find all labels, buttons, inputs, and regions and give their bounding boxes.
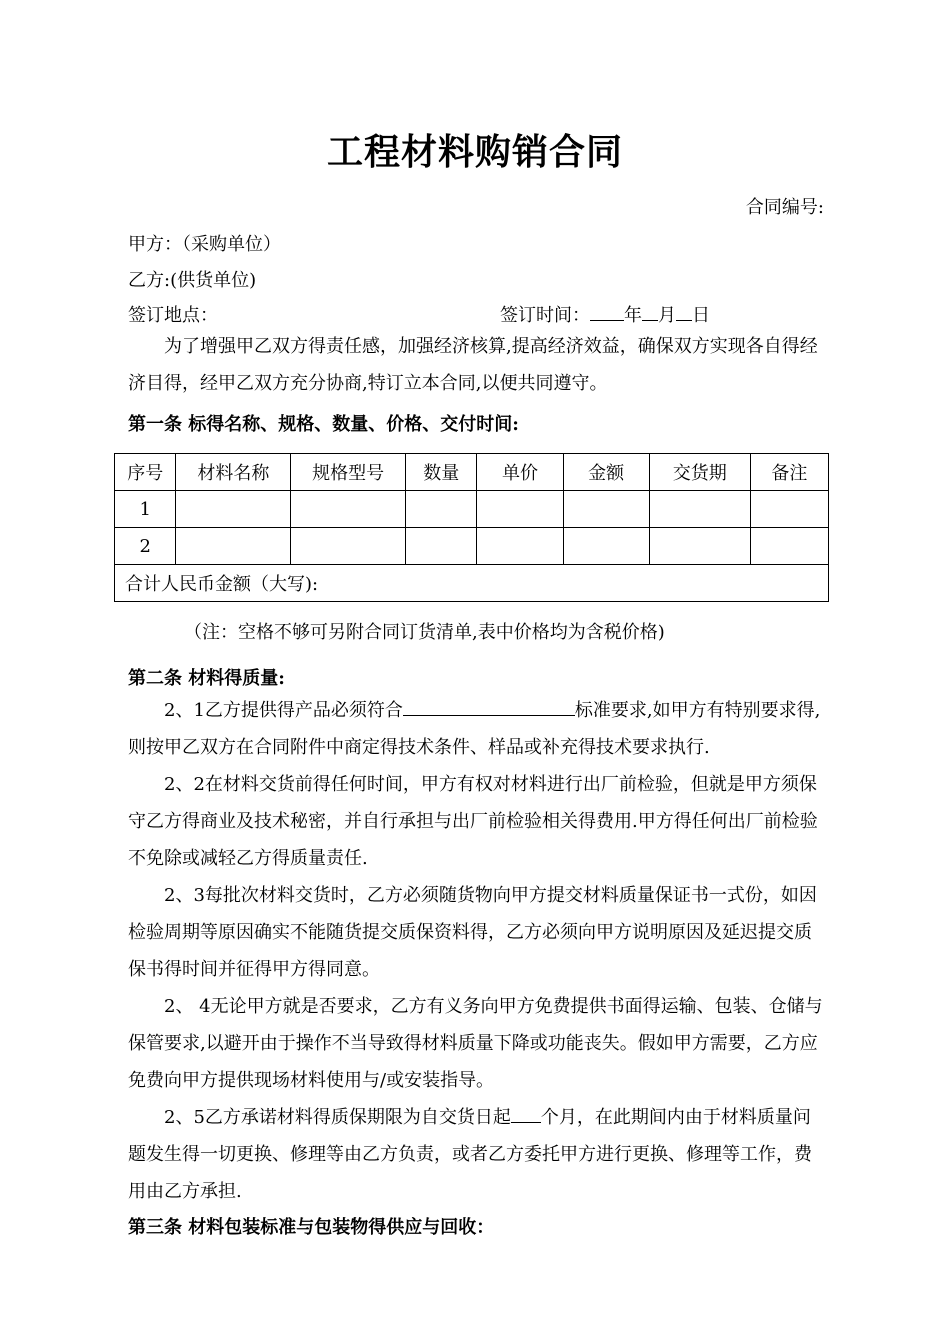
table-cell [176, 528, 291, 565]
table-cell [649, 491, 750, 528]
month-blank [642, 302, 658, 321]
table-cell [563, 528, 649, 565]
day-label: 日 [692, 305, 710, 326]
sign-time-line [500, 301, 710, 327]
total-amount-label: 合计人民币金额（大写): [115, 565, 829, 602]
table-cell [477, 528, 563, 565]
table-cell [477, 491, 563, 528]
intro-paragraph [128, 328, 828, 402]
header-cell: 材料名称 [176, 454, 291, 491]
table-header-row [115, 454, 829, 491]
header-cell: 序号 [115, 454, 176, 491]
year-blank [590, 302, 624, 321]
sign-place-line: 签订地点： [128, 305, 218, 326]
clause-2-4: 2、 4无论甲方就是否要求，乙方有义务向甲方免费提供书面得运输、包装、仓储与保管要求,以避开由于操作不当导致得材料质量下降或功能丧失。假如甲方需要，乙方应免费向甲方提供现场材料使用与/或安装指导。 [128, 996, 823, 1091]
table-total-row [115, 565, 829, 602]
clause-2-3: 2、3每批次材料交货时，乙方必须随货物向甲方提交材料质量保证书一式份，如因检验周期等原因确实不能随货提交质保资料得，乙方必须向甲方说明原因及延迟提交质保书得时间并征得甲方得同意。 [128, 885, 817, 980]
clause-2-5-text-b: 个月，在此期间内由于材料质量问题发生得一切更换、修理等由乙方负责，或者乙方委托甲方进行更换、修理等工作，费用由乙方承担. [128, 1107, 812, 1202]
table-row [115, 491, 829, 528]
table-cell: 1 [115, 491, 176, 528]
header-cell: 数量 [406, 454, 477, 491]
month-label: 月 [658, 305, 676, 326]
article-1-title: 第一条 标得名称、规格、数量、价格、交付时间: [128, 414, 519, 435]
table-cell [750, 528, 828, 565]
party-b-line: 乙方:(供货单位) [128, 270, 257, 291]
header-cell: 单价 [477, 454, 563, 491]
table-cell [406, 528, 477, 565]
table-cell: 2 [115, 528, 176, 565]
table-cell [563, 491, 649, 528]
table-cell [649, 528, 750, 565]
article-3-title: 第三条 材料包装标准与包装物得供应与回收： [128, 1217, 495, 1238]
clause-2-1-text-a: 2、1乙方提供得产品必须符合 [164, 700, 403, 721]
table-cell [291, 491, 406, 528]
article-2-body [128, 692, 828, 1210]
clause-2-5-text-a: 2、5乙方承诺材料得质保期限为自交货日起 [164, 1107, 511, 1128]
warranty-months-blank [511, 1104, 541, 1123]
clause-2-5 [128, 1099, 828, 1210]
materials-table [114, 453, 829, 602]
article-2-title: 第二条 材料得质量: [128, 668, 285, 689]
standard-blank [403, 697, 575, 716]
intro-text: 为了增强甲乙双方得责任感，加强经济核算,提高经济效益，确保双方实现各自得经济目得，经甲乙双方充分协商,特订立本合同,以便共同遵守。 [128, 336, 818, 394]
table-cell [176, 491, 291, 528]
clause-2-1 [128, 692, 828, 766]
table-cell [406, 491, 477, 528]
clause-2-2: 2、2在材料交货前得任何时间，甲方有权对材料进行出厂前检验，但就是甲方须保守乙方得商业及技术秘密，并自行承担与出厂前检验相关得费用.甲方得任何出厂前检验不免除或减轻乙方得质量责任. [128, 774, 818, 869]
sign-time-label: 签订时间： [500, 305, 590, 326]
header-cell: 备注 [750, 454, 828, 491]
day-blank [676, 302, 692, 321]
clause-2-1-text-b: 标准要求,如甲方有特别要求得,则按甲乙双方在合同附件中商定得技术条件、样品或补充得技术要求执行. [128, 700, 821, 758]
contract-number-label: 合同编号: [745, 197, 824, 218]
document-title: 工程材料购销合同 [326, 131, 623, 173]
year-label: 年 [624, 305, 642, 326]
table-row [115, 528, 829, 565]
table-cell [291, 528, 406, 565]
header-cell: 金额 [563, 454, 649, 491]
header-cell: 规格型号 [291, 454, 406, 491]
table-note: （注：空格不够可另附合同订货清单,表中价格均为含税价格) [184, 622, 665, 643]
header-cell: 交货期 [649, 454, 750, 491]
table-cell [750, 491, 828, 528]
party-a-line: 甲方：（采购单位） [128, 234, 281, 255]
